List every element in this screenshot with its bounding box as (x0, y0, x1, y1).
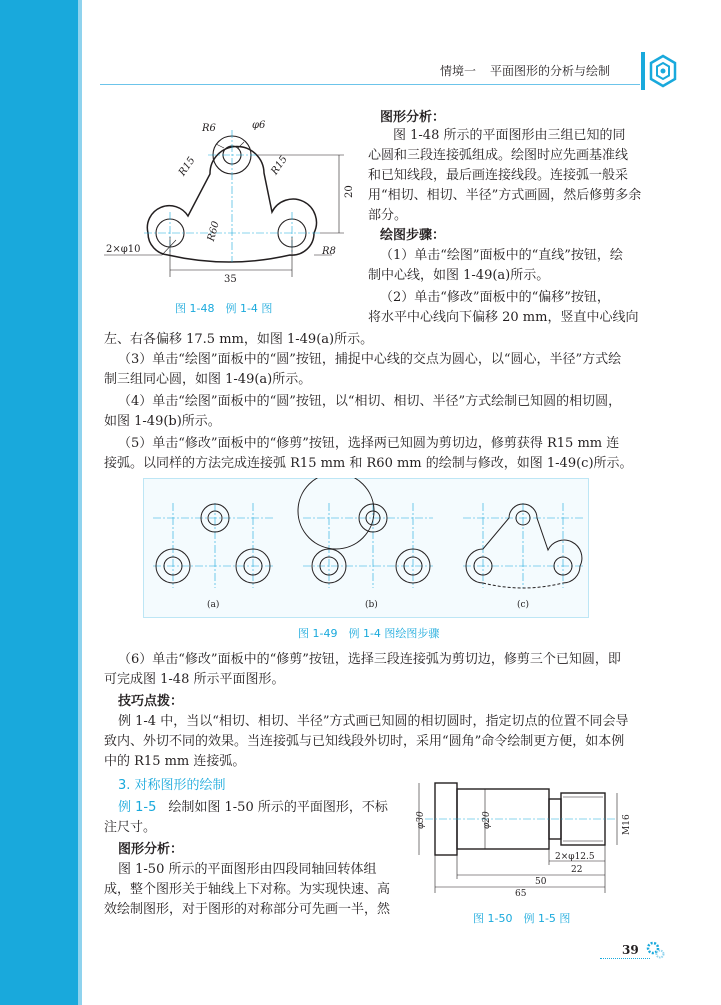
step1-line-1: （1）单击“绘图”面板中的“直线”按钮，绘 (380, 248, 623, 263)
dim-50: 50 (535, 877, 547, 887)
running-header (440, 62, 610, 79)
fig149-label-b: (b) (365, 600, 378, 610)
dim-m16: M16 (622, 814, 632, 835)
header-rule (100, 84, 640, 85)
figure-1-49 (143, 478, 589, 618)
step5-line-2: 接弧。以同样的方法完成连接弧 R15 mm 和 R60 mm 的绘制与修改，如图 1-49(c)所示。 (104, 456, 633, 471)
step2-line-3: 左、右各偏移 17.5 mm，如图 1-49(a)所示。 (104, 332, 374, 347)
figure-1-49-caption: 图 1-49 例 1-4 图绘图步骤 (298, 627, 440, 640)
fig149-label-c: (c) (517, 600, 530, 610)
figure-1-50-caption: 图 1-50 例 1-5 图 (473, 912, 571, 925)
tips-line-3: 中的 R15 mm 连接弧。 (104, 754, 246, 769)
left-band-edge (78, 0, 82, 1005)
dim-65: 65 (515, 889, 527, 899)
analysis1-line-1: 图 1-48 所示的平面图形由三组已知的同 (393, 128, 626, 143)
figure-1-48 (104, 112, 362, 297)
figure-1-48-caption: 图 1-48 例 1-4 图 (175, 302, 273, 315)
step2-line-2: 将水平中心线向下偏移 20 mm，竖直中心线向 (368, 310, 639, 325)
steps-heading: 绘图步骤： (380, 228, 446, 243)
step3-line-1: （3）单击“绘图”面板中的“圆”按钮，捕捉中心线的交点为圆心，以“圆心，半径”方式绘 (118, 352, 622, 367)
analysis-heading-2: 图形分析： (118, 842, 184, 857)
step6-line-2: 可完成图 1-48 所示平面图形。 (104, 672, 285, 687)
dim-r15-left: R15 (176, 155, 198, 179)
step4-line-2: 如图 1-49(b)所示。 (104, 414, 221, 429)
analysis2-line-3: 效绘制图形，对于图形的对称部分可先画一半，然 (104, 902, 391, 917)
analysis1-line-4: 用“相切、相切、半径”方式画圆，然后修剪多余 (368, 188, 642, 203)
analysis2-line-1: 图 1-50 所示的平面图形由四段同轴回转体组 (118, 862, 377, 877)
tips-line-1: 例 1-4 中，当以“相切、相切、半径”方式画已知圆的相切圆时，指定切点的位置不同会导 (118, 714, 629, 729)
dim-phi20: φ20 (482, 811, 492, 829)
footer-dotted-line (600, 958, 650, 960)
dim-20: 20 (344, 185, 355, 198)
analysis1-line-3: 和已知线段，最后画连接线段。连接弧一般采 (368, 168, 629, 183)
example15-line-2: 注尺寸。 (104, 820, 157, 835)
tips-heading: 技巧点拨： (118, 694, 184, 709)
page-number: 39 (622, 943, 639, 957)
dim-r15-right: R15 (269, 154, 290, 177)
analysis1-line-2: 心圆和三段连接弧组成。绘图时应先画基准线 (368, 148, 629, 163)
dim-35: 35 (224, 274, 237, 285)
example15-line-1: 绘制如图 1-50 所示的平面图形，不标 (168, 800, 388, 815)
dim-22: 22 (571, 865, 583, 875)
gear-icon (645, 940, 665, 960)
header-section: 情境一 (440, 64, 477, 78)
tips-line-2: 致内、外切不同的效果。当连接弧与已知线段外切时，采用“圆角”命令绘制更方便，如本例 (104, 734, 625, 749)
dim-holes: 2×φ10 (106, 244, 141, 255)
analysis-heading-1: 图形分析： (380, 110, 446, 125)
fig149-label-a: (a) (207, 600, 220, 610)
step6-line-1: （6）单击“修改”面板中的“修剪”按钮，选择三段连接弧为剪切边，修剪三个已知圆，即 (118, 652, 621, 667)
example-1-5-label: 例 1-5 (118, 800, 157, 815)
step2-line-1: （2）单击“修改”面板中的“偏移”按钮， (380, 290, 610, 305)
analysis1-line-5: 部分。 (368, 208, 408, 223)
header-bar (641, 52, 645, 90)
figure-1-50 (405, 775, 635, 900)
dim-chamfer: 2×φ12.5 (555, 852, 595, 862)
header-title: 平面图形的分析与绘制 (490, 64, 611, 78)
dim-r60: R60 (205, 220, 222, 243)
step4-line-1: （4）单击“绘图”面板中的“圆”按钮，以“相切、相切、半径”方式绘制已知圆的相切圆， (118, 394, 622, 409)
step3-line-2: 制三组同心圆，如图 1-49(a)所示。 (104, 372, 312, 387)
step1-line-2: 制中心线，如图 1-49(a)所示。 (368, 268, 550, 283)
section-3-title: 3. 对称图形的绘制 (118, 778, 226, 793)
step5-line-1: （5）单击“修改”面板中的“修剪”按钮，选择两已知圆为剪切边，修剪获得 R15 mm 连 (118, 436, 620, 451)
dim-r6: R6 (202, 123, 216, 134)
hex-gear-logo-icon (648, 54, 678, 88)
dim-phi30: φ30 (416, 811, 426, 829)
analysis2-line-2: 成，整个图形关于轴线上下对称。为实现快速、高 (104, 882, 391, 897)
left-color-band (0, 0, 78, 1005)
dim-r8: R8 (322, 246, 336, 257)
dim-phi6: φ6 (252, 120, 266, 131)
